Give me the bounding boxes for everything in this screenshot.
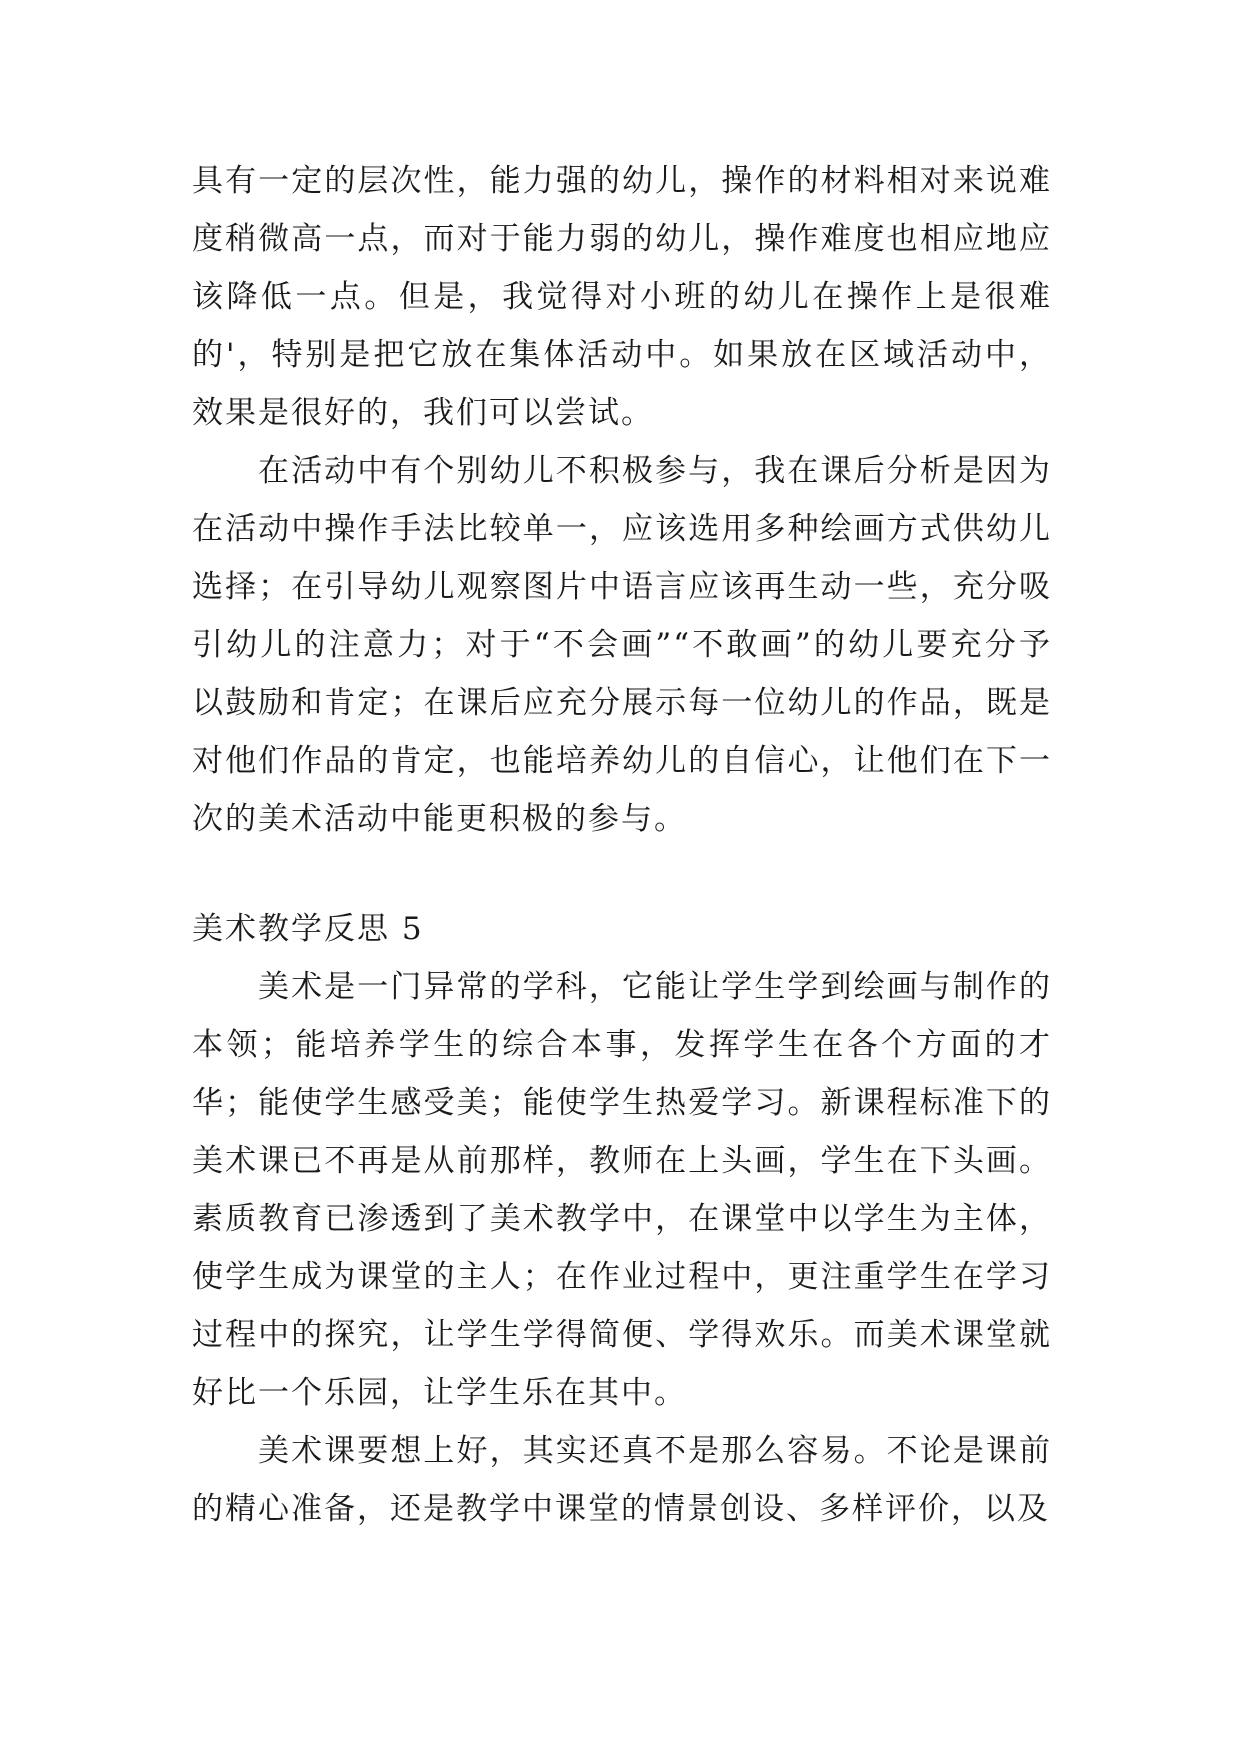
paragraph-art-subject: 美术是一门异常的学科，它能让学生学到绘画与制作的本领；能培养学生的综合本事，发挥学生在各个方面的才华；能使学生感受美；能使学生热爱学习。新课程标准下的美术课已不再是从前那样，教师在上头画，学生在下头画。素质教育已渗透到了美术教学中，在课堂中以学生为主体，使学生成为课堂的主人；在作业过程中，更注重学生在学习过程中的探究，让学生学得简便、学得欢乐。而美术课堂就好比一个乐园，让学生乐在其中。 [192,969,1052,1411]
paragraph-continuation: 具有一定的层次性，能力强的幼儿，操作的材料相对来说难度稍微高一点，而对于能力弱的幼儿，操作难度也相应地应该降低一点。但是，我觉得对小班的幼儿在操作上是很难的'，特别是把它放在集体活动中。如果放在区域活动中，效果是很好的，我们可以尝试。 [192,163,1052,431]
document-body [192,152,1052,1538]
paragraph-art-class: 美术课要想上好，其实还真不是那么容易。不论是课前的精心准备，还是教学中课堂的情景创设、多样评价，以及 [192,1433,1052,1527]
paragraph-reflection: 在活动中有个别幼儿不积极参与，我在课后分析是因为在活动中操作手法比较单一，应该选用多种绘画方式供幼儿选择；在引导幼儿观察图片中语言应该再生动一些，充分吸引幼儿的注意力；对于“不会画”“不敢画”的幼儿要充分予以鼓励和肯定；在课后应充分展示每一位幼儿的作品，既是对他们作品的肯定，也能培养幼儿的自信心，让他们在下一次的美术活动中能更积极的参与。 [192,453,1052,837]
section-heading: 美术教学反思 5 [192,911,424,947]
